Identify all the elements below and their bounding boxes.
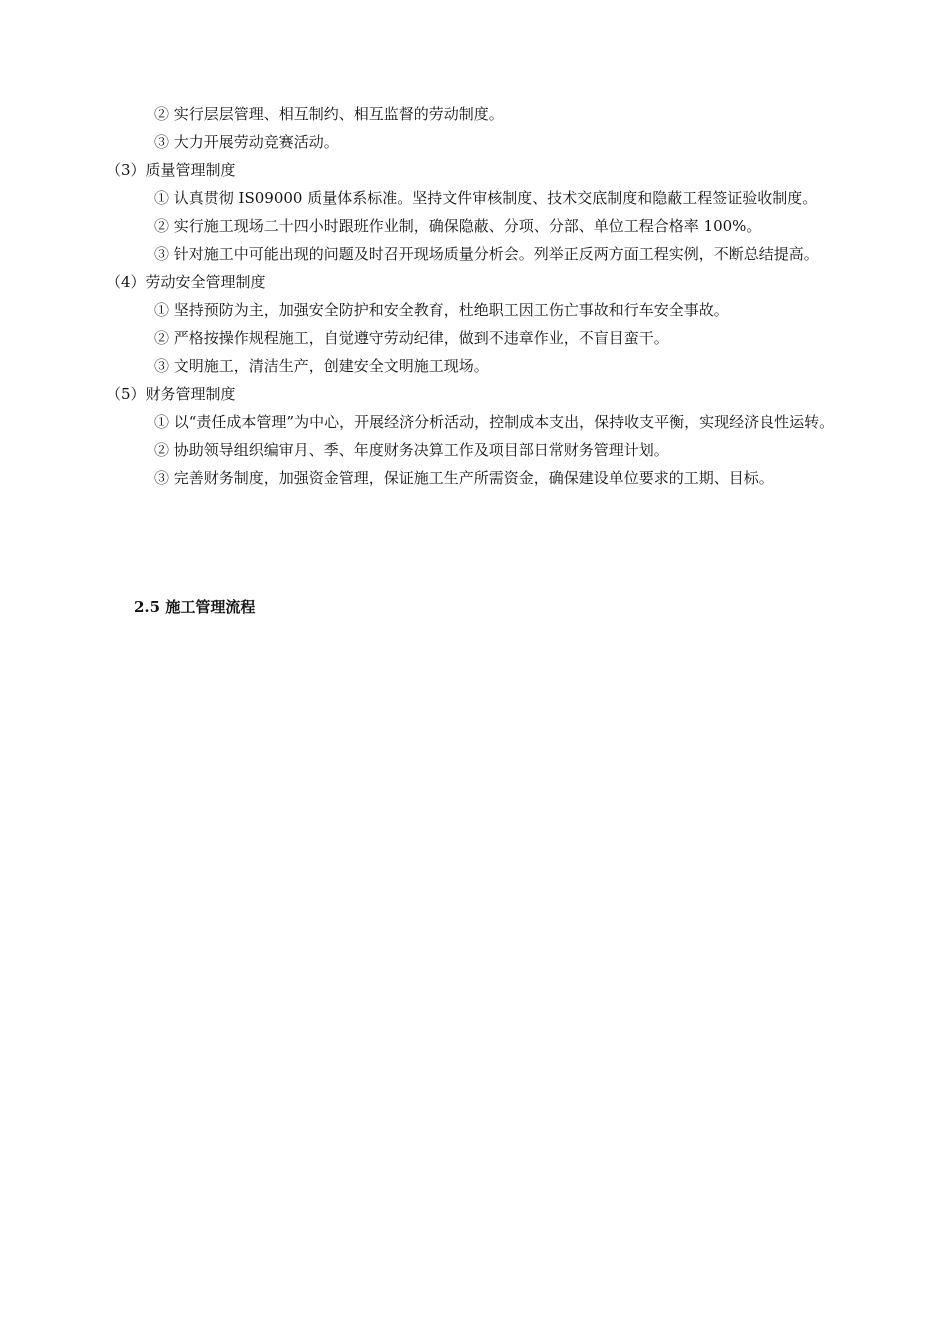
section-heading-safety: （4）劳动安全管理制度 [106, 273, 266, 291]
document-body [106, 100, 858, 492]
list-item-labor-2: ② 实行层层管理、相互制约、相互监督的劳动制度。 [154, 105, 504, 123]
list-item-labor-3: ③ 大力开展劳动竞赛活动。 [154, 133, 339, 151]
list-item-safety-2: ② 严格按操作规程施工，自觉遵守劳动纪律，做到不违章作业，不盲目蛮干。 [154, 329, 669, 347]
list-item-finance-2: ② 协助领导组织编审月、季、年度财务决算工作及项目部日常财务管理计划。 [154, 441, 669, 459]
section-heading-2-5: 2.5 施工管理流程 [134, 598, 256, 616]
list-item-quality-2: ② 实行施工现场二十四小时跟班作业制，确保隐蔽、分项、分部、单位工程合格率 100%。 [154, 217, 762, 235]
list-item-quality-1: ① 认真贯彻 IS09000 质量体系标准。坚持文件审核制度、技术交底制度和隐蔽工程签证验收制度。 [154, 189, 818, 207]
section-heading-finance: （5）财务管理制度 [106, 385, 236, 403]
list-item-finance-1: ① 以“责任成本管理”为中心，开展经济分析活动，控制成本支出，保持收支平衡，实现经济良性运转。 [154, 413, 835, 431]
section-heading-quality: （3）质量管理制度 [106, 161, 236, 179]
list-item-safety-3: ③ 文明施工，清洁生产，创建安全文明施工现场。 [154, 357, 489, 375]
list-item-quality-3: ③ 针对施工中可能出现的问题及时召开现场质量分析会。列举正反两方面工程实例，不断总结提高。 [154, 245, 819, 263]
list-item-finance-3: ③ 完善财务制度，加强资金管理，保证施工生产所需资金，确保建设单位要求的工期、目标。 [154, 469, 774, 487]
list-item-safety-1: ① 坚持预防为主，加强安全防护和安全教育，杜绝职工因工伤亡事故和行车安全事故。 [154, 301, 729, 319]
